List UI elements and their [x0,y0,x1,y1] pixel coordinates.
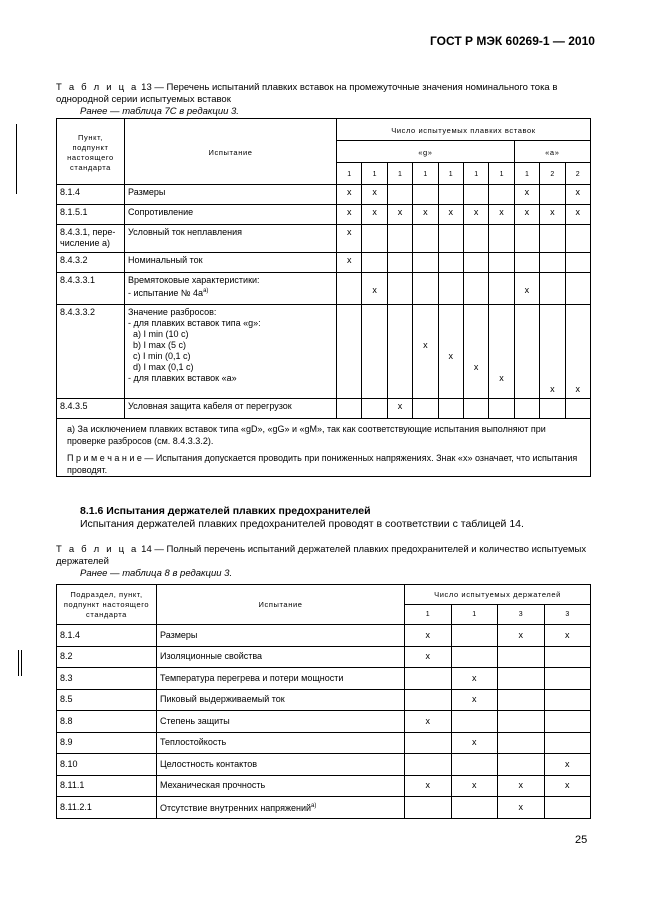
table13-mark-cell: x [438,205,463,225]
table13-mark-cell: x [337,225,362,253]
table14-earlier-note: Ранее — таблица 8 в редакции 3. [80,568,233,579]
table13-count-cell: 1 [387,163,412,185]
table13-mark-cell [565,225,590,253]
spread-line: b) I max (5 c) [133,340,187,350]
table14-test-text: Теплостойкость [160,737,227,748]
table14-test-text: Пиковый выдерживаемый ток [160,694,285,705]
table13-item-cell: 8.1.4 [57,185,125,205]
table14-test-text: Степень защиты [160,715,230,726]
table14-row [57,732,591,754]
table14-mark-cell [405,668,452,690]
table13-mark-cell: x [337,253,362,273]
table13-mark-cell: x [362,205,387,225]
table14-mark-cell: x [544,775,591,797]
mark-x: x [423,340,428,350]
table13-mark-cell [540,305,565,399]
table14-row [57,797,591,819]
page-number: 25 [575,834,588,846]
table14-test-text: Целостность контактов [160,758,258,769]
table14-mark-cell: x [405,625,452,647]
mark-x: x [499,373,504,383]
mark-x: x [550,384,555,394]
table14-item-cell: 8.1.4 [57,625,157,647]
table13-col-item-header: Пункт, подпункт настоящего стандарта [57,119,125,185]
table13-test-sub-text: - испытание № 4а [128,288,204,298]
table13-mark-cell [565,305,590,399]
table13-mark-cell: x [362,185,387,205]
table13-test-text: Времятоковые характеристики: [128,275,260,285]
table13-mark-cell [362,399,387,419]
table13-mark-cell [387,273,412,305]
table14-col-count-header: Число испытуемых держателей [405,585,591,605]
table13-test-text: Сопротивление [128,207,194,217]
table-13 [56,118,591,477]
table14-mark-cell [451,797,498,819]
table14-mark-cell: x [405,711,452,733]
table13-mark-cell [413,253,438,273]
table13-test-sub [128,286,333,299]
table14-test-cell [157,668,405,690]
table13-caption-text: 13 — Перечень испытаний плавких вставок на промежуточные значения номинального тока в однородной серии испытуемых вставок [56,82,558,105]
footnote-ref: а) [311,802,317,809]
table13-count-cell: 1 [337,163,362,185]
mark-x: x [473,362,479,372]
table13-mark-cell [362,253,387,273]
table14-label: Т а б л и ц а [56,544,139,555]
table14-mark-cell [451,646,498,668]
table14-count-cell: 3 [544,605,591,625]
table14-caption-text: 14 — Полный перечень испытаний держателей плавких предохранителей и количество испытуемых держателей [56,544,587,567]
table14-mark-cell: x [544,754,591,776]
table13-mark-cell [413,305,438,399]
table14-mark-cell [544,797,591,819]
table14-test-cell [157,754,405,776]
table13-mark-cell [438,253,463,273]
revision-bar-3 [21,650,22,676]
table13-test-cell [125,399,337,419]
table14-mark-cell [498,646,545,668]
table13-mark-cell [489,253,514,273]
table14-mark-cell [544,689,591,711]
table13-mark-cell: x [565,205,590,225]
table14-test-text: Температура перегрева и потери мощности [160,672,344,683]
table13-test-cell [125,253,337,273]
table14-count-cell: 3 [498,605,545,625]
table13-mark-cell: x [463,205,488,225]
table13-mark-cell [540,225,565,253]
table13-mark-cell [514,253,539,273]
table14-count-cell: 1 [405,605,452,625]
footnote-ref: а) [203,288,209,294]
table14-item-cell: 8.10 [57,754,157,776]
spread-line: d) I max (0,1 c) [133,362,194,372]
table13-item-cell: 8.4.3.1, пере-числение а) [57,225,125,253]
table13-mark-cell: x [387,399,412,419]
table14-mark-cell: x [451,689,498,711]
table14-test-cell [157,797,405,819]
table14-mark-cell: x [498,775,545,797]
spread-line: - для плавких вставок «а» [128,373,237,383]
table13-mark-cell: x [540,205,565,225]
table13-row [57,399,591,419]
table14-mark-cell: x [451,668,498,690]
table14-mark-cell: x [405,646,452,668]
spread-line: - для плавких вставок типа «g»: [128,318,261,328]
spread-line: c) I min (0,1 c) [133,351,191,361]
table13-footnote: а) За исключением плавких вставок типа «gD», «gG» и «gM», так как соответствующие испытания выполняют при проверке разбросов (см. 8.4.3.3.2). [67,424,546,446]
table14-caption [56,544,596,568]
mark-x: x [448,351,453,361]
table13-count-cell: 2 [540,163,565,185]
table13-row [57,305,591,399]
table13-row [57,273,591,305]
table14-item-cell: 8.11.2.1 [57,797,157,819]
table14-mark-cell [498,689,545,711]
table13-item-cell: 8.4.3.2 [57,253,125,273]
table13-mark-cell [438,399,463,419]
table14-mark-cell [451,754,498,776]
table13-caption [56,82,596,106]
table13-mark-cell [514,225,539,253]
table13-mark-cell: x [362,273,387,305]
table13-mark-cell [514,305,539,399]
table13-mark-cell [413,185,438,205]
table14-mark-cell: x [451,775,498,797]
table13-mark-cell [489,399,514,419]
table14-mark-cell [451,711,498,733]
table13-label: Т а б л и ц а [56,82,139,93]
table13-row [57,253,591,273]
table-14 [56,584,591,819]
table13-test-cell [125,273,337,305]
table13-mark-cell [438,273,463,305]
table14-row [57,754,591,776]
table14-row [57,775,591,797]
section-text: Испытания держателей плавких предохранителей проводят в соответствии с таблицей 14. [80,518,524,530]
table14-mark-cell [498,711,545,733]
table13-row [57,205,591,225]
table13-mark-cell [540,399,565,419]
table13-row [57,185,591,205]
table13-mark-cell [463,399,488,419]
table13-test-text: Условный ток неплавления [128,227,242,237]
document-header: ГОСТ Р МЭК 60269-1 — 2010 [430,34,595,48]
table14-item-cell: 8.5 [57,689,157,711]
table13-mark-cell [540,253,565,273]
table13-mark-cell [463,253,488,273]
table13-mark-cell [463,225,488,253]
table14-mark-cell [544,668,591,690]
table14-row [57,625,591,647]
table13-mark-cell [413,399,438,419]
table13-item-cell: 8.4.3.3.1 [57,273,125,305]
table13-mark-cell [565,273,590,305]
table13-mark-cell [387,305,412,399]
table14-mark-cell: x [405,775,452,797]
table14-test-text: Размеры [160,629,198,640]
table13-mark-cell [489,273,514,305]
table13-mark-cell [337,305,362,399]
table13-mark-cell [387,185,412,205]
table14-mark-cell [544,646,591,668]
table14-mark-cell [405,689,452,711]
table14-mark-cell [544,732,591,754]
table13-group-a: «a» [514,141,590,163]
table13-mark-cell [540,185,565,205]
table13-mark-cell [413,273,438,305]
table14-mark-cell [544,711,591,733]
table13-mark-cell [438,225,463,253]
table13-count-cell: 1 [413,163,438,185]
revision-bar-2 [18,650,19,676]
table13-test-cell [125,185,337,205]
table13-count-cell: 1 [514,163,539,185]
table14-mark-cell [498,668,545,690]
table13-test-cell [125,225,337,253]
table13-count-cell: 1 [463,163,488,185]
table13-mark-cell: x [514,205,539,225]
table14-mark-cell: x [498,797,545,819]
table14-row [57,689,591,711]
table13-mark-cell [463,305,488,399]
table14-mark-cell: x [498,625,545,647]
revision-bar [16,124,17,194]
table13-mark-cell: x [489,205,514,225]
table13-test-text: Номинальный ток [128,255,203,265]
table14-mark-cell [451,625,498,647]
table14-mark-cell [405,732,452,754]
table13-row [57,225,591,253]
table13-count-cell: 1 [362,163,387,185]
table13-count-cell: 2 [565,163,590,185]
table13-mark-cell [540,273,565,305]
table14-test-text: Механическая прочность [160,780,266,791]
table14-test-cell [157,646,405,668]
table13-count-cell: 1 [489,163,514,185]
table13-mark-cell: x [337,185,362,205]
table13-mark-cell [337,399,362,419]
table14-test-cell [157,732,405,754]
table13-mark-cell [463,185,488,205]
table13-mark-cell [438,305,463,399]
table13-mark-cell: x [565,185,590,205]
table13-mark-cell [489,305,514,399]
table13-mark-cell: x [387,205,412,225]
table13-earlier-note: Ранее — таблица 7С в редакции 3. [80,106,239,117]
table14-test-cell [157,711,405,733]
table13-mark-cell [387,225,412,253]
table13-item-cell: 8.4.3.3.2 [57,305,125,399]
table14-item-cell: 8.11.1 [57,775,157,797]
table13-count-cell: 1 [438,163,463,185]
table13-note: П р и м е ч а н и е — Испытания допускается проводить при пониженных напряжениях. Знак «x» означает, что испытания проводят. [67,453,578,475]
table14-col-item-header: Подраздел, пункт, подпункт настоящего стандарта [57,585,157,625]
table14-item-cell: 8.2 [57,646,157,668]
table14-mark-cell [405,797,452,819]
table13-mark-cell [362,225,387,253]
table13-col-test-header: Испытание [125,119,337,185]
table13-mark-cell [413,225,438,253]
table13-test-text: Значение разбросов: [128,307,217,317]
table13-mark-cell [438,185,463,205]
table13-test-text: Размеры [128,187,166,197]
table13-mark-cell: x [337,205,362,225]
table13-mark-cell: x [514,273,539,305]
table13-mark-cell: x [413,205,438,225]
table14-mark-cell: x [544,625,591,647]
table13-test-text: Условная защита кабеля от перегрузок [128,401,292,411]
table13-test-cell [125,205,337,225]
table13-mark-cell [489,185,514,205]
table14-item-cell: 8.8 [57,711,157,733]
table14-row [57,668,591,690]
table14-test-cell [157,625,405,647]
table14-mark-cell: x [451,732,498,754]
table13-test-cell [125,305,337,399]
table13-mark-cell [387,253,412,273]
table13-mark-cell [514,399,539,419]
table13-mark-cell [337,273,362,305]
table13-mark-cell [463,273,488,305]
table13-mark-cell [489,225,514,253]
table14-test-cell [157,775,405,797]
table14-test-text: Изоляционные свойства [160,651,263,662]
table14-item-cell: 8.3 [57,668,157,690]
table14-row [57,646,591,668]
table13-mark-cell [565,399,590,419]
table14-mark-cell [405,754,452,776]
mark-x: x [575,384,580,394]
table14-row [57,711,591,733]
spread-line: a) I min (10 c) [133,329,189,339]
table13-item-cell: 8.4.3.5 [57,399,125,419]
section-title: 8.1.6 Испытания держателей плавких предохранителей [80,505,371,517]
table14-item-cell: 8.9 [57,732,157,754]
table14-mark-cell [498,732,545,754]
table14-test-cell [157,689,405,711]
table13-mark-cell: x [514,185,539,205]
table13-mark-cell [565,253,590,273]
table14-test-text: Отсутствие внутренних напряжений [160,802,312,813]
table13-group-g: «g» [337,141,515,163]
table13-mark-cell [362,305,387,399]
table14-count-cell: 1 [451,605,498,625]
table13-col-count-header: Число испытуемых плавких вставок [337,119,591,141]
table13-item-cell: 8.1.5.1 [57,205,125,225]
table14-col-test-header: Испытание [157,585,405,625]
table14-mark-cell [498,754,545,776]
